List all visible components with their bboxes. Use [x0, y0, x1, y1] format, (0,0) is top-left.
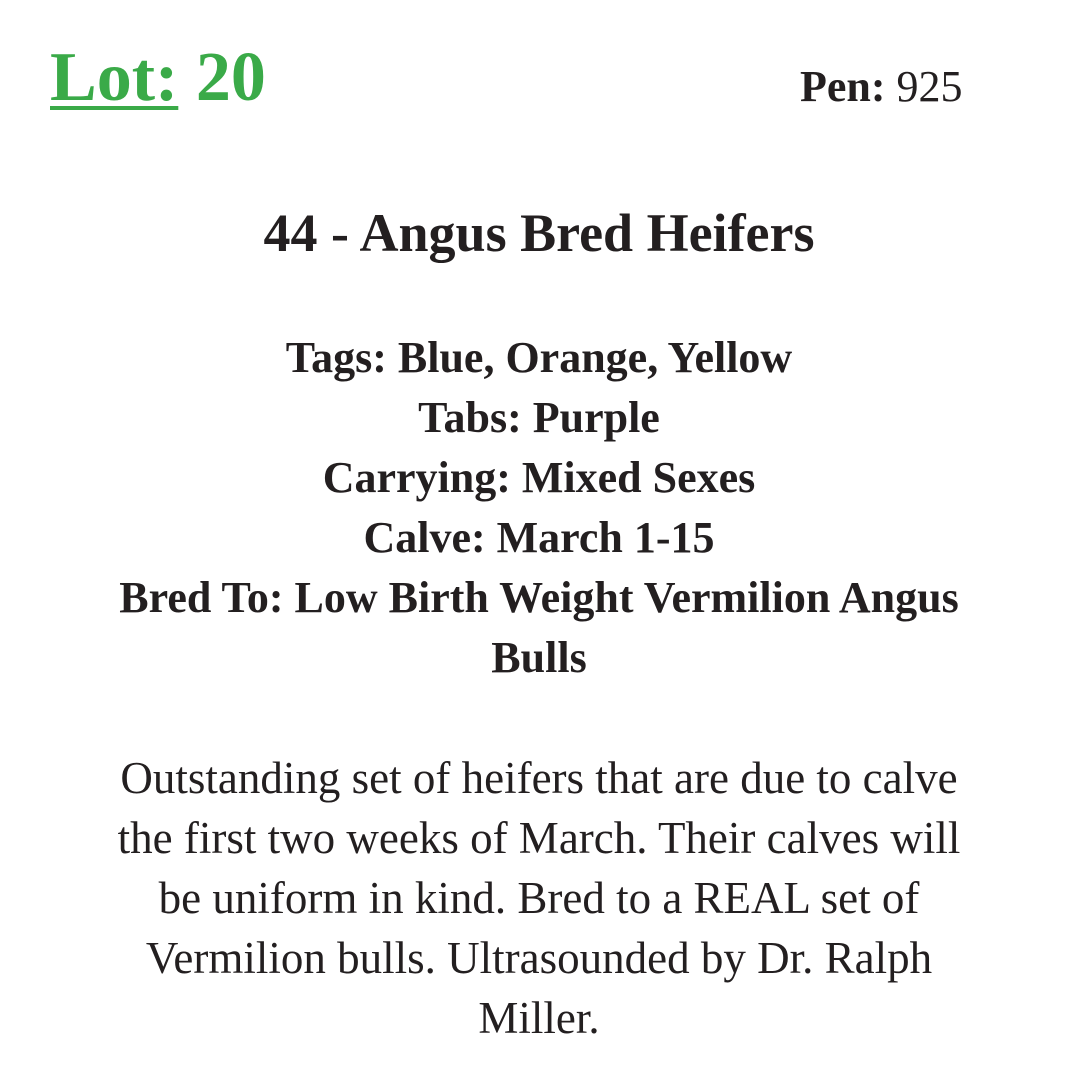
bred-to-line-continued: Bulls [491, 633, 587, 682]
lot-heading [50, 38, 266, 118]
lot-details [40, 328, 1038, 688]
tags-line: Tags: Blue, Orange, Yellow [285, 333, 793, 382]
lot-header [0, 0, 1078, 130]
bred-to-line: Bred To: Low Birth Weight Vermilion Angus [119, 573, 959, 622]
tabs-line: Tabs: Purple [418, 393, 660, 442]
pen-number: 925 [896, 62, 963, 111]
lot-description [40, 748, 1038, 1048]
carrying-line: Carrying: Mixed Sexes [322, 453, 756, 502]
pen-label: Pen: [800, 62, 886, 111]
description-line: the first two weeks of March. Their calves will [117, 813, 961, 863]
lot-label: Lot: [50, 39, 179, 116]
description-line: Outstanding set of heifers that are due to calve [120, 753, 958, 803]
lot-number: 20 [195, 39, 266, 116]
pen-info [800, 62, 963, 112]
description-line: Miller. [478, 993, 600, 1043]
description-line: Vermilion bulls. Ultrasounded by Dr. Ralph [145, 933, 933, 983]
lot-title: 44 - Angus Bred Heifers [263, 203, 815, 263]
calve-line: Calve: March 1-15 [363, 513, 715, 562]
description-line: be uniform in kind. Bred to a REAL set of [158, 873, 920, 923]
